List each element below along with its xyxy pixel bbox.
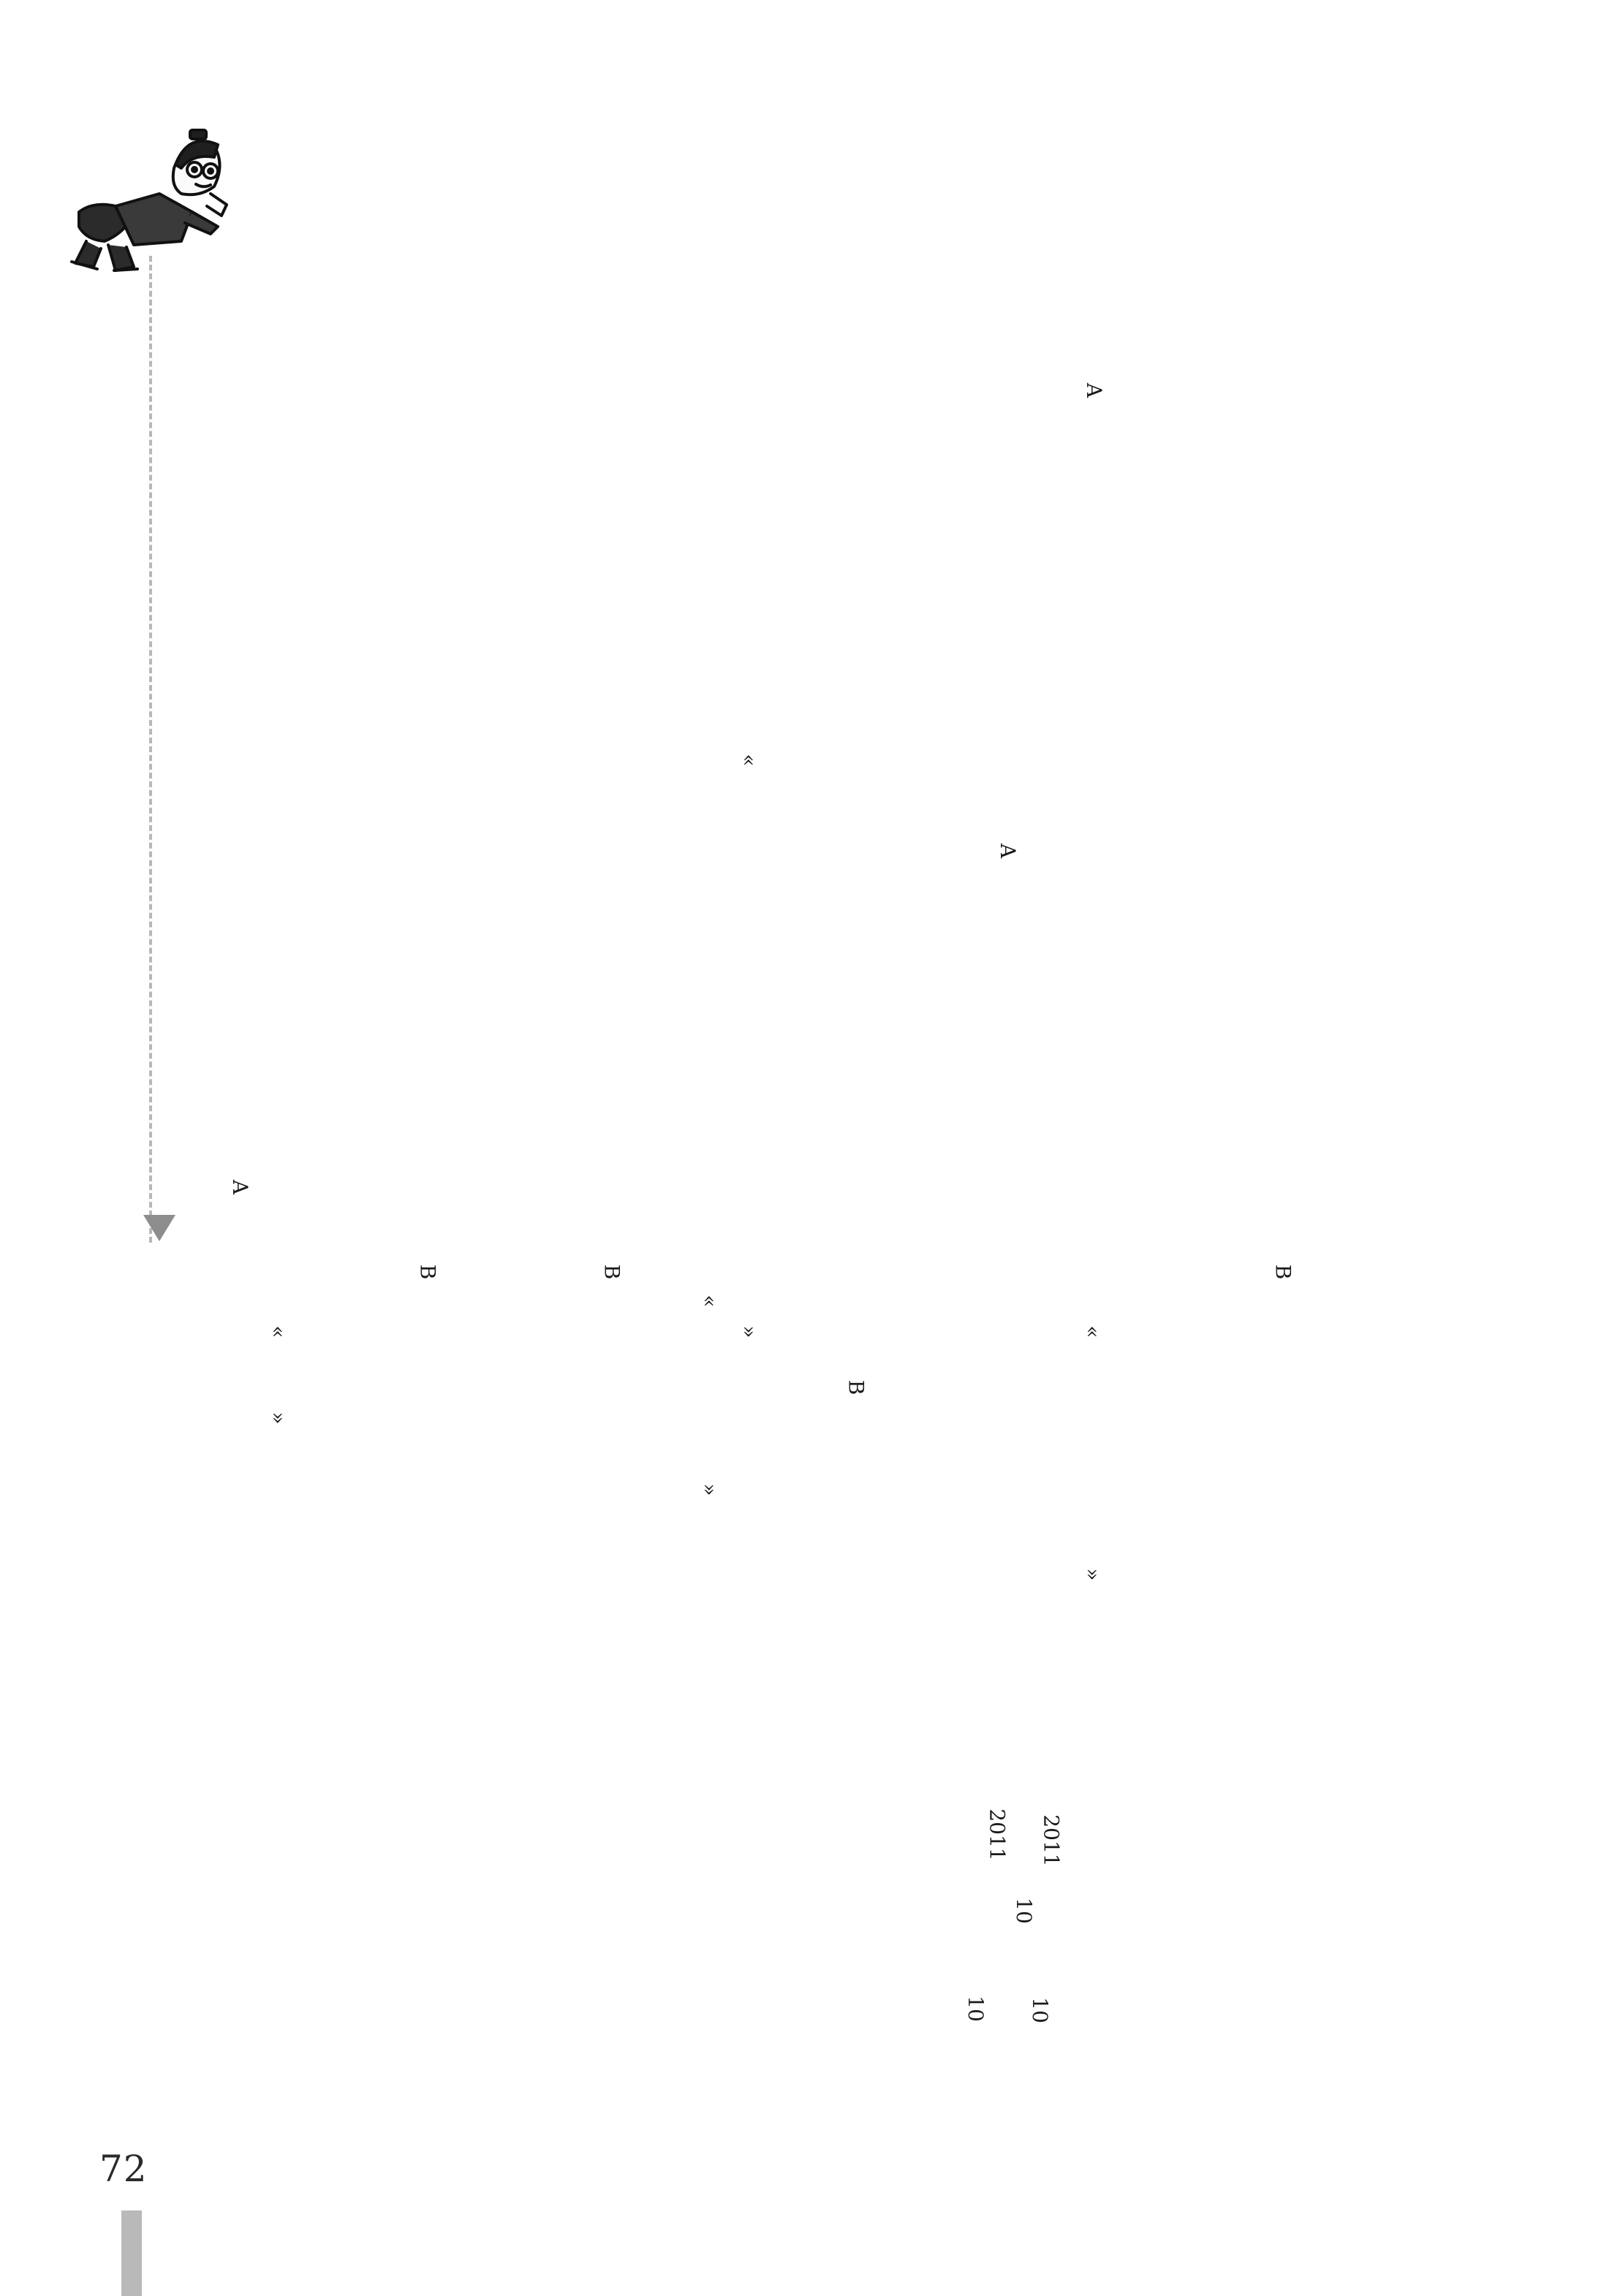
text-column [902, 219, 927, 2076]
text-column [643, 219, 668, 2076]
text-column [341, 219, 366, 2076]
latin-letter-a: A [1082, 382, 1107, 398]
latin-letter-b: B [1271, 1264, 1295, 1280]
mascot-character-icon [64, 124, 232, 278]
quote-open-mark: « [737, 754, 762, 767]
text-column [985, 219, 1013, 2076]
page-number: 72 [99, 2148, 148, 2190]
quote-open-mark: « [266, 1325, 291, 1338]
text-column [773, 219, 798, 2076]
number-10: 10 [1027, 1997, 1052, 2023]
latin-letter-a: A [996, 843, 1021, 859]
quote-open-mark: « [697, 1295, 722, 1308]
quote-open-mark: « [1081, 1325, 1105, 1338]
text-column [385, 219, 409, 2076]
number-10: 10 [963, 1996, 988, 2022]
text-column [816, 219, 841, 2076]
quote-close-mark: » [737, 1325, 762, 1338]
latin-letter-b: B [415, 1264, 440, 1280]
latin-letter-a: A [228, 1179, 253, 1195]
latin-letter-b: B [844, 1379, 869, 1395]
text-column [945, 219, 970, 2076]
text-column [471, 219, 496, 2076]
body-text-block [212, 219, 1045, 2076]
text-column [686, 219, 711, 2076]
page-edge-tab [121, 2210, 142, 2296]
quote-close-mark: » [697, 1483, 722, 1496]
text-column [730, 219, 754, 2076]
triangle-down-icon [143, 1215, 175, 1241]
text-column [514, 219, 539, 2076]
text-column [255, 219, 280, 2076]
text-column [557, 219, 582, 2076]
year-2011: 2011 [1039, 1814, 1064, 1867]
text-column [428, 219, 453, 2076]
text-column [298, 219, 323, 2076]
year-2011: 2011 [985, 1808, 1010, 1861]
text-column [859, 219, 884, 2076]
latin-letter-b: B [599, 1264, 624, 1280]
quote-close-mark: » [266, 1412, 291, 1425]
text-column [600, 219, 625, 2076]
running-header-rule [149, 256, 152, 1243]
quote-close-mark: » [1081, 1568, 1105, 1581]
text-column [212, 219, 237, 2076]
number-10: 10 [1011, 1898, 1036, 1924]
